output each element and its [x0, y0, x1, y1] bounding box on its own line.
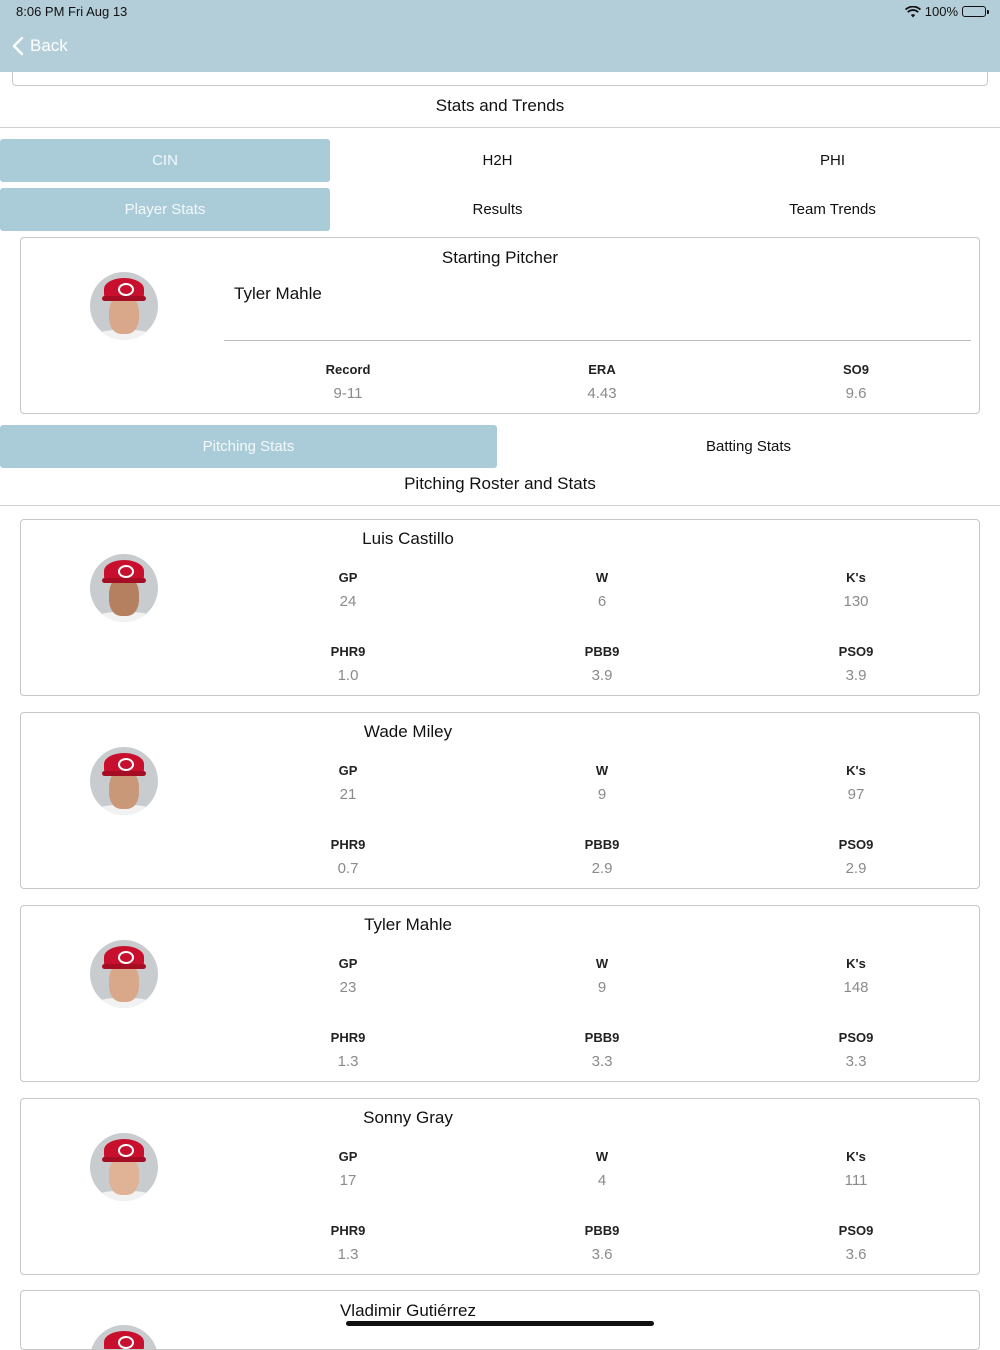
stat-label: PHR9	[330, 1030, 366, 1045]
stat-ks	[776, 763, 936, 803]
stat-value: 4	[597, 1172, 607, 1189]
stat-label: PBB9	[584, 1030, 620, 1045]
stat-label: K's	[846, 763, 866, 778]
stat-label: PBB9	[584, 644, 620, 659]
stat-era	[522, 362, 682, 402]
stat-label: PSO9	[838, 1223, 874, 1238]
stat-label: W	[595, 1149, 609, 1164]
stat-value: 23	[339, 979, 357, 996]
stat-value: 9	[597, 979, 607, 996]
stat-value: 9.6	[845, 385, 867, 402]
stat-value: 3.6	[591, 1246, 613, 1263]
stat-label: PBB9	[584, 837, 620, 852]
stat-w	[522, 956, 682, 996]
stat-value: 130	[843, 593, 869, 610]
stat-w	[522, 570, 682, 610]
stat-label: PHR9	[330, 837, 366, 852]
stat-value: 17	[339, 1172, 357, 1189]
stat-label: GP	[338, 763, 358, 778]
stat-gp	[268, 570, 428, 610]
starting-pitcher-name: Tyler Mahle	[234, 284, 322, 303]
pitcher-name: Vladimir Gutiérrez	[339, 1301, 477, 1320]
stat-value: 3.6	[845, 1246, 867, 1263]
tab-results[interactable]: Results	[472, 201, 523, 218]
stat-ks	[776, 570, 936, 610]
stat-pbb9	[522, 1030, 682, 1070]
stat-w	[522, 1149, 682, 1189]
stat-label: K's	[846, 570, 866, 585]
divider	[0, 505, 1000, 506]
home-indicator	[346, 1321, 654, 1326]
status-time: 8:06 PM Fri Aug 13	[16, 4, 128, 19]
stat-value: 3.3	[591, 1053, 613, 1070]
player-avatar	[90, 1133, 158, 1201]
pitcher-name: Sonny Gray	[363, 1108, 453, 1127]
starting-pitcher-card[interactable]	[20, 237, 980, 414]
player-avatar	[90, 272, 158, 340]
stat-label: K's	[846, 1149, 866, 1164]
stat-phr9	[268, 1030, 428, 1070]
stat-label: PBB9	[584, 1223, 620, 1238]
tab-team-trends[interactable]: Team Trends	[789, 201, 876, 218]
stat-value: 4.43	[587, 385, 617, 402]
pitcher-name: Wade Miley	[363, 722, 453, 741]
stat-value: 6	[597, 593, 607, 610]
status-indicators	[905, 4, 986, 19]
stat-pso9	[776, 1030, 936, 1070]
stat-value: 97	[847, 786, 865, 803]
stat-label: W	[595, 956, 609, 971]
tab-phi[interactable]: PHI	[819, 152, 845, 169]
tab-player-stats[interactable]: Player Stats	[0, 188, 330, 231]
stat-value: 148	[843, 979, 869, 996]
stat-value: 0.7	[337, 860, 359, 877]
stat-value: 3.9	[845, 667, 867, 684]
starting-pitcher-title: Starting Pitcher	[441, 248, 559, 267]
stat-label: K's	[846, 956, 866, 971]
stat-phr9	[268, 644, 428, 684]
pitcher-name: Luis Castillo	[362, 529, 454, 548]
stat-value: 3.9	[591, 667, 613, 684]
stat-value: 1.3	[337, 1053, 359, 1070]
stat-value: 1.3	[337, 1246, 359, 1263]
pitcher-name: Tyler Mahle	[364, 915, 452, 934]
pitcher-card[interactable]	[20, 1290, 980, 1350]
stat-pbb9	[522, 644, 682, 684]
player-avatar	[90, 554, 158, 622]
stat-label: SO9	[842, 362, 869, 377]
back-button[interactable]	[12, 36, 68, 56]
stat-label: W	[595, 570, 609, 585]
previous-card-edge	[12, 72, 988, 86]
player-avatar	[90, 747, 158, 815]
tab-h2h[interactable]: H2H	[482, 152, 513, 169]
player-avatar	[90, 940, 158, 1008]
stat-value: 111	[844, 1172, 868, 1189]
stat-type-tabs	[0, 425, 1000, 468]
stat-label: PSO9	[838, 1030, 874, 1045]
pitcher-card[interactable]	[20, 1098, 980, 1275]
stat-ks	[776, 956, 936, 996]
stat-value: 9	[597, 786, 607, 803]
stat-value: 2.9	[591, 860, 613, 877]
stat-label: GP	[338, 956, 358, 971]
player-avatar	[90, 1325, 158, 1350]
stat-w	[522, 763, 682, 803]
stat-pso9	[776, 644, 936, 684]
stat-label: GP	[338, 570, 358, 585]
view-tabs	[0, 188, 1000, 231]
stat-pbb9	[522, 837, 682, 877]
stat-value: 2.9	[845, 860, 867, 877]
stat-ks	[776, 1149, 936, 1189]
stat-gp	[268, 763, 428, 803]
stat-label: PSO9	[838, 837, 874, 852]
stat-value: 9-11	[333, 385, 363, 402]
tab-pitching-stats[interactable]: Pitching Stats	[0, 425, 497, 468]
battery-percent: 100%	[924, 4, 958, 19]
team-tabs	[0, 139, 1000, 182]
stats-and-trends-title: Stats and Trends	[435, 96, 565, 115]
stat-so9	[776, 362, 936, 402]
roster-title: Pitching Roster and Stats	[404, 474, 596, 493]
stat-value: 21	[339, 786, 357, 803]
divider	[0, 127, 1000, 128]
divider	[224, 340, 971, 341]
pitcher-card[interactable]	[20, 519, 980, 696]
pitcher-card[interactable]	[20, 905, 980, 1082]
stat-label: W	[595, 763, 609, 778]
navigation-bar	[0, 0, 1000, 72]
stat-label: PHR9	[330, 644, 366, 659]
tab-batting-stats[interactable]: Batting Stats	[705, 438, 792, 455]
battery-icon	[962, 6, 986, 17]
stat-label: PHR9	[330, 1223, 366, 1238]
back-label: Back	[30, 36, 68, 55]
stat-value: 1.0	[337, 667, 359, 684]
stat-gp	[268, 956, 428, 996]
stat-label: PSO9	[838, 644, 874, 659]
pitcher-card[interactable]	[20, 712, 980, 889]
stat-label: Record	[325, 362, 371, 377]
stat-gp	[268, 1149, 428, 1189]
stat-pso9	[776, 1223, 936, 1263]
stat-value: 3.3	[845, 1053, 867, 1070]
stat-record	[268, 362, 428, 402]
tab-cin[interactable]: CIN	[0, 139, 330, 182]
stat-label: ERA	[588, 362, 616, 377]
stat-label: GP	[338, 1149, 358, 1164]
stat-value: 24	[339, 593, 357, 610]
stat-pso9	[776, 837, 936, 877]
stat-phr9	[268, 1223, 428, 1263]
wifi-icon	[905, 6, 921, 18]
chevron-left-icon	[12, 36, 24, 56]
stat-phr9	[268, 837, 428, 877]
stat-pbb9	[522, 1223, 682, 1263]
